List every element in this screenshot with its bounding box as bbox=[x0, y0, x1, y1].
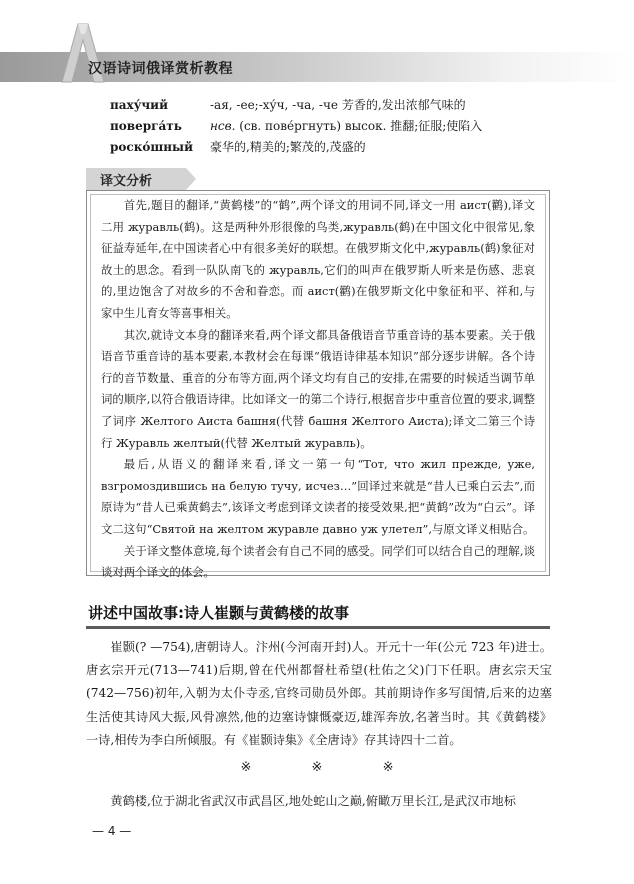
vocab-word: поверга́ть bbox=[110, 118, 182, 133]
story-paragraph: 黄鹤楼,位于湖北省武汉市武昌区,地处蛇山之巅,俯瞰万里长江,是武汉市地标 bbox=[110, 794, 516, 808]
analysis-paragraph: 最后,从语义的翻译来看,译文一第一句“Тот, что жил прежде, уже, взгромоздившись на белую тучу, исчез…”回译过来就是“昔人已乘白云去”,而原诗为“昔人已乘黄鹤去”,该译文考虑到译文读者的接受效果,把“黄鹤”改为“白云”。译文二这句“Святой на желтом журавле давно уж улетел”,与原文译义相贴合。 bbox=[101, 457, 535, 536]
analysis-paragraph: 关于译文整体意境,每个读者会有自己不同的感受。同学们可以结合自己的理解,谈谈对两个译文的体会。 bbox=[101, 543, 535, 580]
story-heading: 讲述中国故事:诗人崔颢与黄鹤楼的故事 bbox=[88, 604, 350, 622]
vocab-grammar-tag: нсв. bbox=[210, 119, 236, 133]
vocabulary-list bbox=[110, 94, 482, 157]
story-body-continued bbox=[86, 790, 552, 813]
page-header bbox=[0, 0, 634, 90]
analysis-paragraph: 其次,就诗文本身的翻译来看,两个译文都具备俄语音节重音诗的基本要素。关于俄语音节重音诗的基本要素,本教材会在每课“俄语诗律基本知识”部分逐步讲解。各个诗行的音节数量、重音的分布等方面,两个译文均有自己的安排,在需要的时候适当调节单词的顺序,以符合俄语诗律。比如译文一的第二个诗行,根据音步中重音位置的要求,调整了词序 Желтого Аиста башня(代替 башня Желтого Аиста);译文二第三个诗行 Журавль желтый(代替 Желтый журавль)。 bbox=[101, 327, 535, 450]
heading-underline bbox=[86, 626, 550, 629]
vocab-row bbox=[110, 94, 482, 115]
story-heading-block bbox=[86, 600, 550, 630]
separator-mark: ※ bbox=[240, 760, 252, 775]
separator-mark: ※ bbox=[311, 760, 323, 775]
analysis-box bbox=[86, 190, 550, 580]
analysis-paragraph: 首先,题目的翻译,“黄鹤楼”的“鹤”,两个译文的用词不同,译文一用 аист(鹳),译文二用 журавль(鹤)。这是两种外形很像的鸟类,журавль(鹤)在中国文化中很常见,象征益寿延年,在中国读者心中有很多美好的联想。在俄罗斯文化中,журавль(鹤)象征对故土的思念。看到一队队南飞的 журавль,它们的叫声在俄罗斯人听来是伤感、悲哀的,里边饱含了对故乡的不舍和眷恋。而 аист(鹳)在俄罗斯文化中象征和平、祥和,与家中生儿育女等喜事相关。 bbox=[101, 198, 535, 320]
story-paragraph: 崔颢(? —754),唐朝诗人。汴州(今河南开封)人。开元十一年(公元 723 年)进士。唐玄宗开元(713—741)后期,曾在代州都督杜希望(杜佑之父)门下任职。唐玄宗天宝(742—756)初年,入朝为太仆寺丞,官终司勋员外郎。其前期诗作多写闺情,后来的边塞生活使其诗风大振,风骨凛然,他的边塞诗慷慨豪迈,雄浑奔放,名著当时。其《黄鹤楼》一诗,相传为李白所倾服。有《崔颢诗集》《全唐诗》存其诗四十二首。 bbox=[86, 640, 552, 747]
book-title: 汉语诗词俄译赏析教程 bbox=[88, 61, 233, 77]
vocab-row bbox=[110, 136, 482, 157]
separator-mark: ※ bbox=[382, 760, 394, 775]
vocab-definition: 豪华的,精美的;繁茂的,茂盛的 bbox=[210, 140, 366, 154]
vocab-row bbox=[110, 115, 482, 136]
section-separator bbox=[0, 760, 634, 775]
vocab-definition: -ая, -ее;-ху́ч, -ча, -че 芳香的,发出浓郁气味的 bbox=[210, 98, 466, 112]
analysis-section-label: 译文分析 bbox=[86, 168, 186, 190]
vocab-definition: (св. пове́ргнуть) высок. 推翻;征服;使陷入 bbox=[239, 119, 483, 133]
vocab-definition-wrap bbox=[210, 117, 482, 134]
vocab-word: паху́чий bbox=[110, 97, 168, 112]
story-body bbox=[86, 636, 552, 752]
vocab-word: роско́шный bbox=[110, 139, 193, 154]
page-number: — 4 — bbox=[92, 824, 132, 838]
